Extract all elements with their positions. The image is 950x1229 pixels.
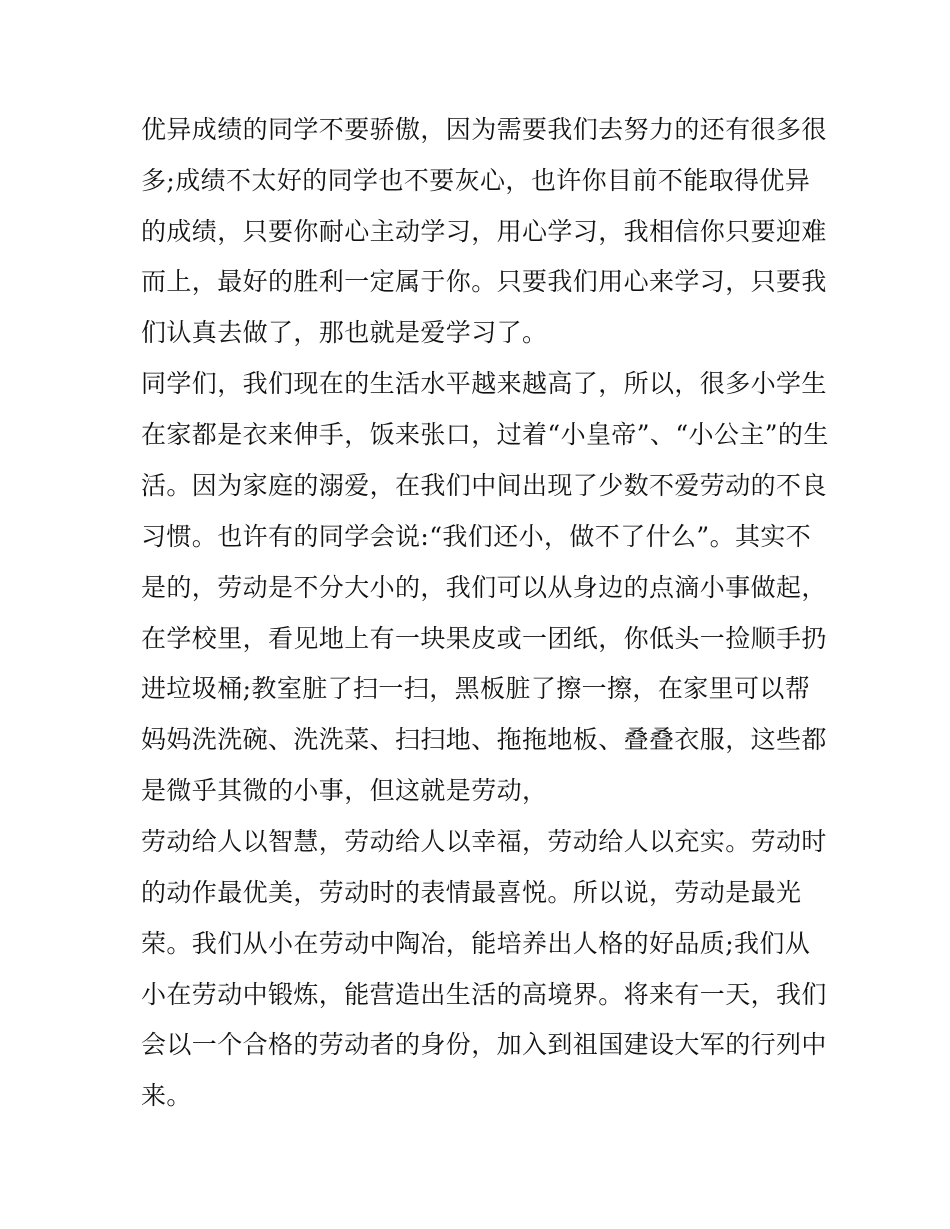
text-line: 的动作最优美，劳动时的表情最喜悦。所以说，劳动是最光 <box>141 878 802 907</box>
text-line: 的成绩，只要你耐心主动学习，用心学习，我相信你只要迎难 <box>141 217 827 246</box>
text-line: 优异成绩的同学不要骄傲，因为需要我们去努力的还有很多很 <box>141 115 827 144</box>
text-line: 会以一个合格的劳动者的身份，加入到祖国建设大军的行列中 <box>141 1030 827 1059</box>
text-line: 妈妈洗洗碗、洗洗菜、扫扫地、拖拖地板、叠叠衣服，这些都 <box>141 725 827 754</box>
text-line: 习惯。也许有的同学会说:“我们还小，做不了什么”。其实不 <box>141 522 812 551</box>
text-line: 同学们，我们现在的生活水平越来越高了，所以，很多小学生 <box>141 369 827 398</box>
text-line: 活。因为家庭的溺爱，在我们中间出现了少数不爱劳动的不良 <box>141 471 827 500</box>
text-line: 们认真去做了，那也就是爱学习了。 <box>141 318 548 347</box>
text-line: 在学校里，看见地上有一块果皮或一团纸，你低头一捡顺手扔 <box>141 624 827 653</box>
text-line: 是的，劳动是不分大小的，我们可以从身边的点滴小事做起， <box>141 573 827 602</box>
text-line: 在家都是衣来伸手，饭来张口，过着“小皇帝”、“小公主”的生 <box>141 420 829 449</box>
text-line: 劳动给人以智慧，劳动给人以幸福，劳动给人以充实。劳动时 <box>141 827 827 856</box>
text-line: 来。 <box>141 1081 192 1110</box>
text-line: 是微乎其微的小事，但这就是劳动， <box>141 776 548 805</box>
text-line: 而上，最好的胜利一定属于你。只要我们用心来学习，只要我 <box>141 267 827 296</box>
text-line: 进垃圾桶;教室脏了扫一扫，黑板脏了擦一擦，在家里可以帮 <box>141 674 811 703</box>
text-line: 多;成绩不太好的同学也不要灰心，也许你目前不能取得优异 <box>141 166 811 195</box>
text-line: 荣。我们从小在劳动中陶冶，能培养出人格的好品质;我们从 <box>141 929 811 958</box>
text-line: 小在劳动中锻炼，能营造出生活的高境界。将来有一天，我们 <box>141 980 827 1009</box>
